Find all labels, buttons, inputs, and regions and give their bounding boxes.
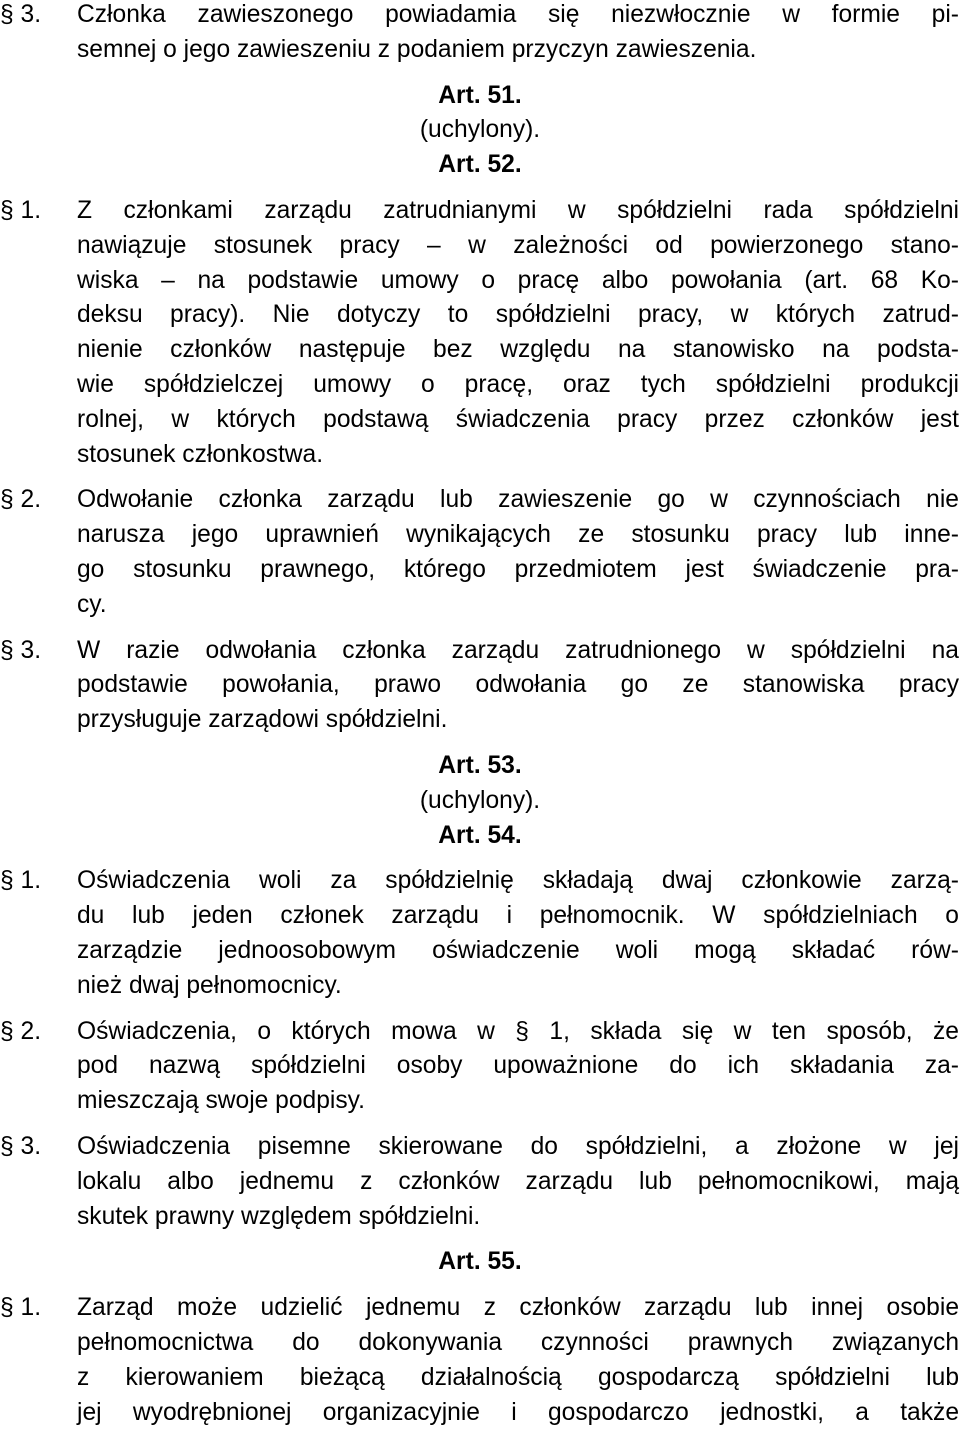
article-heading: Art. 54.	[438, 821, 522, 849]
paragraph-text: wiska – na podstawie umowy o pracę albo powołania (art. 68 Ko-	[77, 266, 959, 294]
paragraph-number: § 1.	[0, 1294, 42, 1322]
article-heading: Art. 53.	[438, 752, 522, 779]
paragraph-number: § 1.	[0, 867, 42, 895]
article-status: (uchylony).	[419, 786, 541, 814]
paragraph-text: semnej o jego zawieszeniu z podaniem przyczyn zawieszenia.	[77, 35, 757, 63]
paragraph-text: Zarząd może udzielić jednemu z członków zarządu lub innej osobie	[77, 1294, 959, 1322]
paragraph-number: § 3.	[0, 1, 42, 28]
paragraph-number: § 3.	[0, 636, 42, 664]
article-heading: Art. 55.	[438, 1248, 522, 1276]
paragraph-text: nawiązuje stosunek pracy – w zależności od powierzonego stano-	[77, 231, 959, 259]
paragraph-number: § 1.	[0, 197, 42, 224]
paragraph-text: mieszczają swoje podpisy.	[77, 1087, 365, 1115]
paragraph-text: W razie odwołania członka zarządu zatrudnionego w spółdzielni na	[77, 636, 959, 664]
paragraph-text: Z członkami zarządu zatrudnianymi w spółdzielni rada spółdzielni	[77, 197, 959, 224]
paragraph-text: Oświadczenia pisemne skierowane do spółdzielni, a złożone w jej	[77, 1133, 959, 1160]
paragraph-text: go stosunku prawnego, którego przedmiotem jest świadczenie pra-	[77, 556, 959, 583]
paragraph-text: pod nazwą spółdzielni osoby upoważnione do ich składania za-	[77, 1052, 959, 1080]
paragraph-text: narusza jego uprawnień wynikających ze stosunku pracy lub inne-	[77, 521, 959, 549]
paragraph-text: nienie członków następuje bez względu na stanowisko na podsta-	[77, 336, 959, 364]
paragraph-text: skutek prawny względem spółdzielni.	[77, 1202, 481, 1230]
paragraph-text: zarządzie jednoosobowym oświadczenie woli mogą składać rów-	[77, 937, 959, 964]
paragraph-text: lokalu albo jednemu z członków zarządu lub pełnomocnikowi, mają	[77, 1167, 959, 1195]
paragraph-text: Odwołanie członka zarządu lub zawieszenie go w czynnościach nie	[77, 486, 959, 514]
article-heading: Art. 52.	[438, 151, 522, 179]
paragraph-text: cy.	[77, 590, 107, 618]
paragraph-text: podstawie powołania, prawo odwołania go ze stanowiska pracy	[77, 671, 959, 699]
paragraph-text: nież dwaj pełnomocnicy.	[77, 971, 342, 999]
paragraph-text: wie spółdzielczej umowy o pracę, oraz tych spółdzielni produkcji	[77, 371, 959, 398]
paragraph-number: § 3.	[0, 1133, 42, 1160]
paragraph-text: pełnomocnictwa do dokonywania czynności prawnych związanych	[77, 1329, 959, 1356]
paragraph-text: du lub jeden członek zarządu i pełnomocnik. W spółdzielniach o	[77, 902, 959, 930]
paragraph-number: § 2.	[0, 1017, 42, 1045]
paragraph-text: stosunek członkostwa.	[77, 440, 324, 468]
paragraph-text: jej wyodrębnionej organizacyjnie i gospodarczo jednostki, a także	[77, 1398, 959, 1426]
paragraph-text: rolnej, w których podstawą świadczenia pracy przez członków jest	[77, 405, 959, 433]
article-status: (uchylony).	[419, 116, 541, 144]
paragraph-text: Oświadczenia, o których mowa w § 1, składa się w ten sposób, że	[77, 1017, 959, 1045]
paragraph-text: z kierowaniem bieżącą działalnością gospodarczą spółdzielni lub	[77, 1363, 959, 1391]
paragraph-text: przysługuje zarządowi spółdzielni.	[77, 706, 448, 734]
article-heading: Art. 51.	[438, 81, 522, 109]
paragraph-text: Członka zawieszonego powiadamia się niezwłocznie w formie pi-	[77, 1, 959, 28]
paragraph-text: Oświadczenia woli za spółdzielnię składają dwaj członkowie zarzą-	[77, 867, 959, 895]
paragraph-number: § 2.	[0, 486, 42, 514]
paragraph-text: deksu pracy). Nie dotyczy to spółdzielni pracy, w których zatrud-	[77, 301, 959, 329]
